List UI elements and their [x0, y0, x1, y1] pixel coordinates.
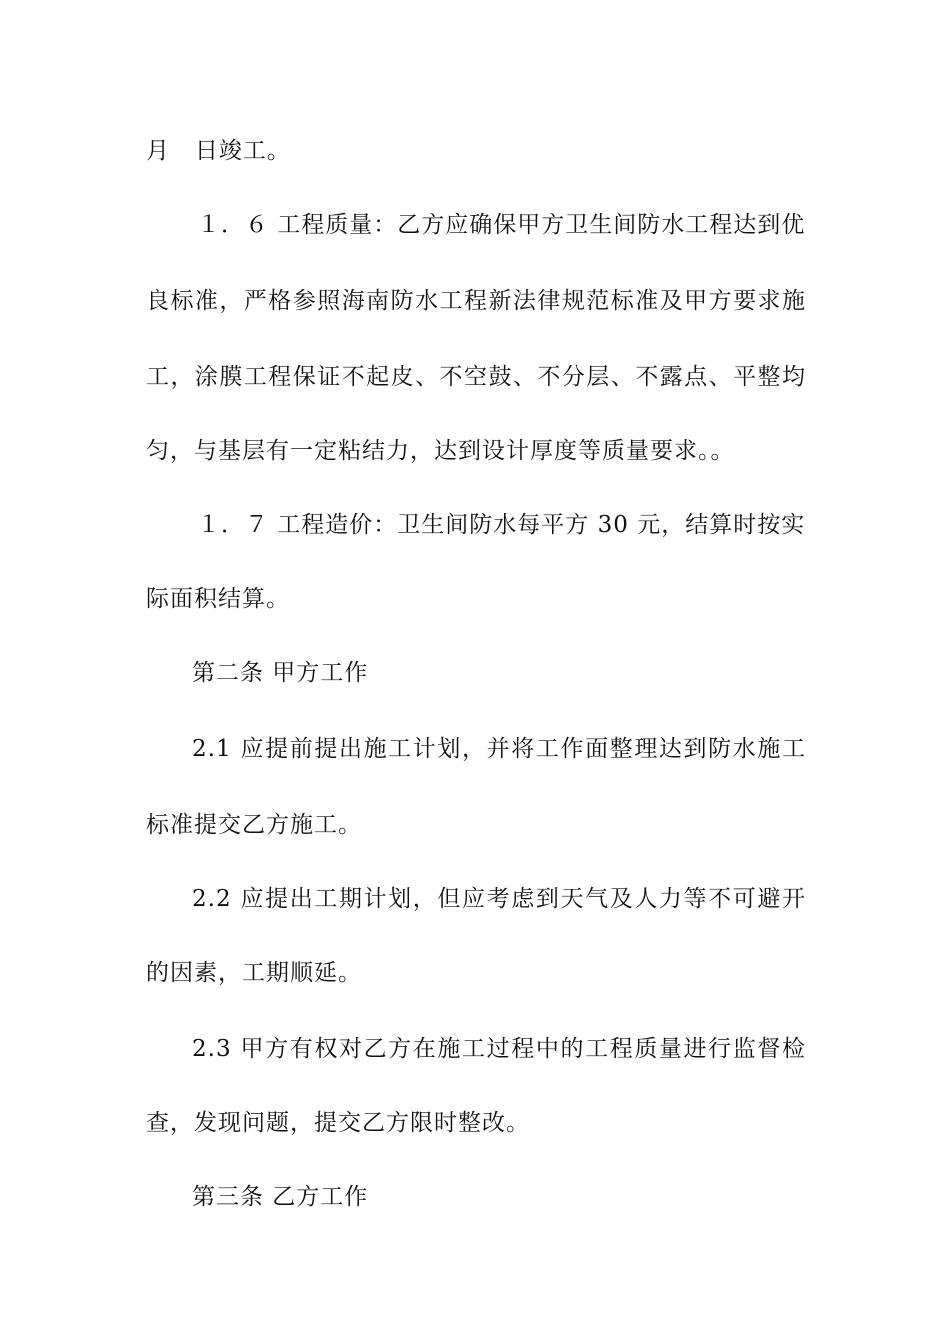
- clause-2-3: 2.3 甲方有权对乙方在施工过程中的工程质量进行监督检: [192, 1036, 806, 1062]
- clause-2-1: 2.1 应提前提出施工计划，并将工作面整理达到防水施工: [192, 736, 806, 762]
- text-line: 查，发现问题，提交乙方限时整改。: [146, 1110, 530, 1136]
- text-line: 良标准，严格参照海南防水工程新法律规范标准及甲方要求施: [146, 288, 806, 314]
- clause-2-2: 2.2 应提出工期计划，但应考虑到天气及人力等不可避开: [192, 886, 806, 912]
- clause-1-6: １．６ 工程质量：乙方应确保甲方卫生间防水工程达到优: [197, 212, 806, 238]
- text-line: 月 日竣工。: [146, 138, 291, 164]
- text-line: 的因素，工期顺延。: [146, 960, 362, 986]
- text-line: 际面积结算。: [146, 586, 290, 612]
- section-heading-article-3: 第三条 乙方工作: [192, 1184, 369, 1210]
- section-heading-article-2: 第二条 甲方工作: [192, 660, 369, 686]
- text-line: 标准提交乙方施工。: [146, 812, 362, 838]
- clause-1-7: １．７ 工程造价：卫生间防水每平方 30 元，结算时按实: [197, 512, 806, 538]
- text-line: 工，涂膜工程保证不起皮、不空鼓、不分层、不露点、平整均: [146, 364, 806, 390]
- text-line: 匀，与基层有一定粘结力，达到设计厚度等质量要求。。: [146, 438, 735, 464]
